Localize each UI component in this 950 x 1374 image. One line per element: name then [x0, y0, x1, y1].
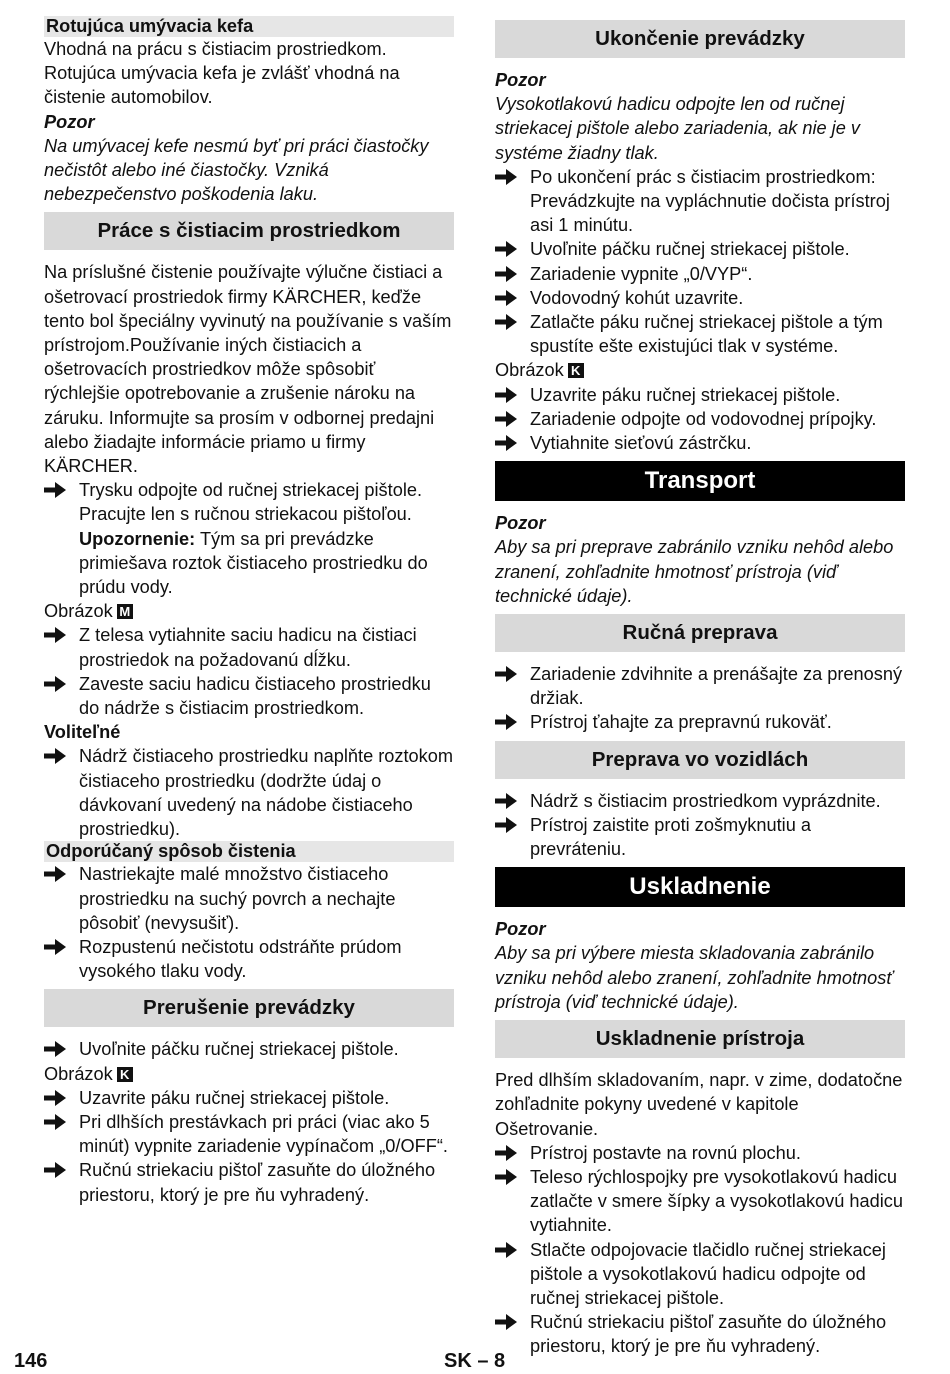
instruction-step: [44, 672, 454, 720]
step-text: Zatlačte páku ručnej striekacej pištole a tým spustíte ešte existujúci tlak v systéme.: [530, 312, 883, 357]
arrow-right-icon: [44, 482, 66, 498]
warning-label: Pozor: [44, 111, 95, 132]
instruction-step: [495, 431, 905, 455]
arrow-right-icon: [495, 169, 517, 185]
section-heading-device-storage: Uskladnenie prístroja: [495, 1020, 905, 1058]
arrow-right-icon: [44, 676, 66, 692]
step-text: Z telesa vytiahnite saciu hadicu na čistiaci prostriedok na požadovanú dĺžku.: [79, 625, 417, 670]
figure-label: Obrázok: [44, 1063, 113, 1084]
step-text: Zariadenie vypnite „0/VYP“.: [530, 263, 753, 284]
section-heading-manual-transport: Ručná preprava: [495, 614, 905, 652]
step-text: Stlačte odpojovacie tlačidlo ručnej striekacej pištole a vysokotlakovú hadicu odpojte od ručnej striekacej pištole.: [530, 1239, 886, 1308]
arrow-right-icon: [495, 1169, 517, 1185]
step-text: Teleso rýchlospojky pre vysokotlakovú hadicu zatlačte v smere šípky a vysokotlakovú hadicu vytiahnite.: [530, 1166, 904, 1236]
instruction-step: [495, 710, 905, 734]
warning-label: Pozor: [495, 70, 546, 90]
step-text: Zariadenie zdvihnite a prenášajte za prenosný držiak.: [530, 664, 903, 709]
figure-label: Obrázok: [44, 601, 113, 622]
section-heading-vehicle-transport: Preprava vo vozidlách: [495, 741, 905, 779]
instruction-step: [495, 789, 905, 813]
section-heading-shutdown: Ukončenie prevádzky: [495, 20, 905, 58]
note: [44, 527, 454, 600]
instruction-step: [495, 262, 905, 286]
instruction-step: [495, 165, 905, 238]
arrow-right-icon: [495, 714, 517, 730]
step-text: Rozpustenú nečistotu odstráňte prúdom vysokého tlaku vody.: [79, 936, 402, 982]
arrow-right-icon: [44, 748, 66, 764]
figure-reference: [44, 1062, 454, 1086]
left-column: [44, 16, 454, 1207]
instruction-step: [495, 1310, 905, 1358]
figure-letter-badge: K: [117, 1067, 133, 1082]
figure-letter-badge: M: [117, 604, 133, 619]
instruction-step: [44, 1086, 454, 1110]
arrow-right-icon: [495, 435, 517, 451]
warning-text: Aby sa pri výbere miesta skladovania zabránilo vzniku nehôd alebo zranení, zohľadnite hmotnosť prístroja (viď technické údaje).: [495, 943, 893, 1012]
step-text: Ručnú striekaciu pištoľ zasuňte do úložného priestoru, ktorý je pre ňu vyhradený.: [79, 1160, 436, 1205]
arrow-right-icon: [495, 1314, 517, 1330]
step-text: Zariadenie odpojte od vodovodnej prípojky.: [530, 408, 877, 429]
step-text: Po ukončení prác s čistiacim prostriedkom: Prevádzkujte na vypláchnutie dočista prístroj asi 1 minútu.: [530, 166, 890, 236]
arrow-right-icon: [44, 1114, 66, 1130]
figure-reference: [495, 358, 905, 382]
instruction-step: [44, 744, 454, 841]
arrow-right-icon: [495, 314, 517, 330]
arrow-right-icon: [44, 627, 66, 643]
step-text: Uvoľnite páčku ručnej striekacej pištole.: [79, 1039, 399, 1060]
instruction-step: [495, 407, 905, 431]
step-text: Uvoľnite páčku ručnej striekacej pištole.: [530, 239, 850, 260]
arrow-right-icon: [44, 1090, 66, 1106]
arrow-right-icon: [495, 411, 517, 427]
arrow-right-icon: [495, 793, 517, 809]
step-text: Vodovodný kohút uzavrite.: [530, 287, 744, 308]
arrow-right-icon: [495, 1145, 517, 1161]
arrow-right-icon: [44, 1162, 66, 1178]
right-column: [495, 16, 905, 1359]
arrow-right-icon: [44, 1041, 66, 1057]
instruction-step: [495, 310, 905, 358]
step-text: Uzavrite páku ručnej striekacej pištole.: [79, 1087, 390, 1108]
instruction-step: [495, 1141, 905, 1165]
warning-label: Pozor: [495, 513, 546, 534]
paragraph: Na príslušné čistenie používajte výlučne čistiaci a ošetrovací prostriedok firmy KÄRCHER, keďže tento bol špeciálny vyvinutý na používanie s vaším prístrojom.Používanie iných čistiacich a ošetrovacích prostriedkov môže spôsobiť rýchlejšie opotrebovanie a zrušenie nároku na záruku. Informujte sa prosím v odbornej predajni alebo žiadajte informácie priamo u firmy KÄRCHER.: [44, 262, 452, 477]
step-text: Ručnú striekaciu pištoľ zasuňte do úložného priestoru, ktorý je pre ňu vyhradený.: [530, 1312, 887, 1357]
arrow-right-icon: [495, 817, 517, 833]
step-text: Nastriekajte malé množstvo čistiaceho prostriedku na suchý povrch a nechajte pôsobiť (nevysušiť).: [79, 864, 396, 933]
section-heading-cleaning-method: Odporúčaný spôsob čistenia: [44, 841, 454, 862]
instruction-step: [495, 813, 905, 861]
step-text: Nádrž čistiaceho prostriedku naplňte roztokom čistiaceho prostriedku (dodržte údaj o dávkovaní uvedený na nádobe čistiaceho prostriedku).: [79, 746, 454, 840]
step-text: Uzavrite páku ručnej striekacej pištole.: [530, 384, 841, 405]
warning-text: Aby sa pri preprave zabránilo vzniku nehôd alebo zranení, zohľadnite hmotnosť prístroja (viď technické údaje).: [495, 537, 894, 606]
arrow-right-icon: [495, 666, 517, 682]
instruction-step: [44, 862, 454, 935]
note-label: Upozornenie:: [79, 528, 196, 549]
warning-text: Vysokotlakovú hadicu odpojte len od ručnej striekacej pištole alebo zariadenia, ak nie je v systéme žiadny tlak.: [495, 94, 860, 163]
figure-reference: [44, 599, 454, 623]
step-text: Vytiahnite sieťovú zástrčku.: [530, 433, 752, 454]
arrow-right-icon: [495, 266, 517, 282]
step-text: Prístroj zaistite proti zošmyknutiu a prevráteniu.: [530, 814, 811, 860]
instruction-step: [495, 1238, 905, 1311]
instruction-step: [495, 1165, 905, 1238]
instruction-step: [495, 383, 905, 407]
arrow-right-icon: [495, 1242, 517, 1258]
instruction-step: [44, 1037, 454, 1061]
section-heading-detergent-work: Práce s čistiacim prostriedkom: [44, 212, 454, 250]
step-text: Prístroj postavte na rovnú plochu.: [530, 1142, 801, 1163]
page-number: 146: [14, 1350, 48, 1372]
page-code: SK – 8: [444, 1350, 506, 1372]
warning-text: Na umývacej kefe nesmú byť pri práci čiastočky nečistôt alebo iné čiastočky. Vzniká nebezpečenstvo poškodenia laku.: [44, 135, 429, 205]
note-text: Tým sa pri prevádzke primiešava roztok čistiaceho prostriedku do prúdu vody.: [79, 528, 428, 598]
arrow-right-icon: [44, 866, 66, 882]
arrow-right-icon: [495, 387, 517, 403]
instruction-step: [44, 623, 454, 671]
figure-label: Obrázok: [495, 360, 564, 381]
instruction-step: [495, 286, 905, 310]
instruction-step: [495, 237, 905, 261]
arrow-right-icon: [44, 939, 66, 955]
arrow-right-icon: [495, 290, 517, 306]
paragraph: Pred dlhším skladovaním, napr. v zime, dodatočne zohľadnite pokyny uvedené v kapitole Ošetrovanie.: [495, 1070, 903, 1139]
instruction-step: [495, 662, 905, 710]
chapter-heading-transport: Transport: [495, 461, 905, 501]
instruction-step: [44, 1110, 454, 1158]
section-heading-interruption: Prerušenie prevádzky: [44, 989, 454, 1027]
figure-letter-badge: K: [568, 363, 584, 378]
chapter-heading-storage: Uskladnenie: [495, 867, 905, 907]
step-text: Nádrž s čistiacim prostriedkom vyprázdnite.: [530, 790, 881, 811]
instruction-step: [44, 935, 454, 983]
step-text: Prístroj ťahajte za prepravnú rukoväť.: [530, 712, 832, 733]
step-text: Pri dlhších prestávkach pri práci (viac ako 5 minút) vypnite zariadenie vypínačom „0/OFF“.: [79, 1111, 448, 1157]
step-text: Trysku odpojte od ručnej striekacej pištole. Pracujte len s ručnou striekacou pištoľou.: [79, 480, 423, 525]
section-heading-optional: Voliteľné: [44, 722, 121, 743]
arrow-right-icon: [495, 241, 517, 257]
instruction-step: [44, 1158, 454, 1206]
instruction-step: [44, 478, 454, 526]
warning-label: Pozor: [495, 919, 546, 940]
paragraph: Vhodná na prácu s čistiacim prostriedkom. Rotujúca umývacia kefa je zvlášť vhodná na čistenie automobilov.: [44, 39, 400, 108]
step-text: Zaveste saciu hadicu čistiaceho prostriedku do nádrže s čistiacim prostriedkom.: [79, 673, 431, 719]
section-heading-rotating-brush: Rotujúca umývacia kefa: [44, 16, 454, 37]
